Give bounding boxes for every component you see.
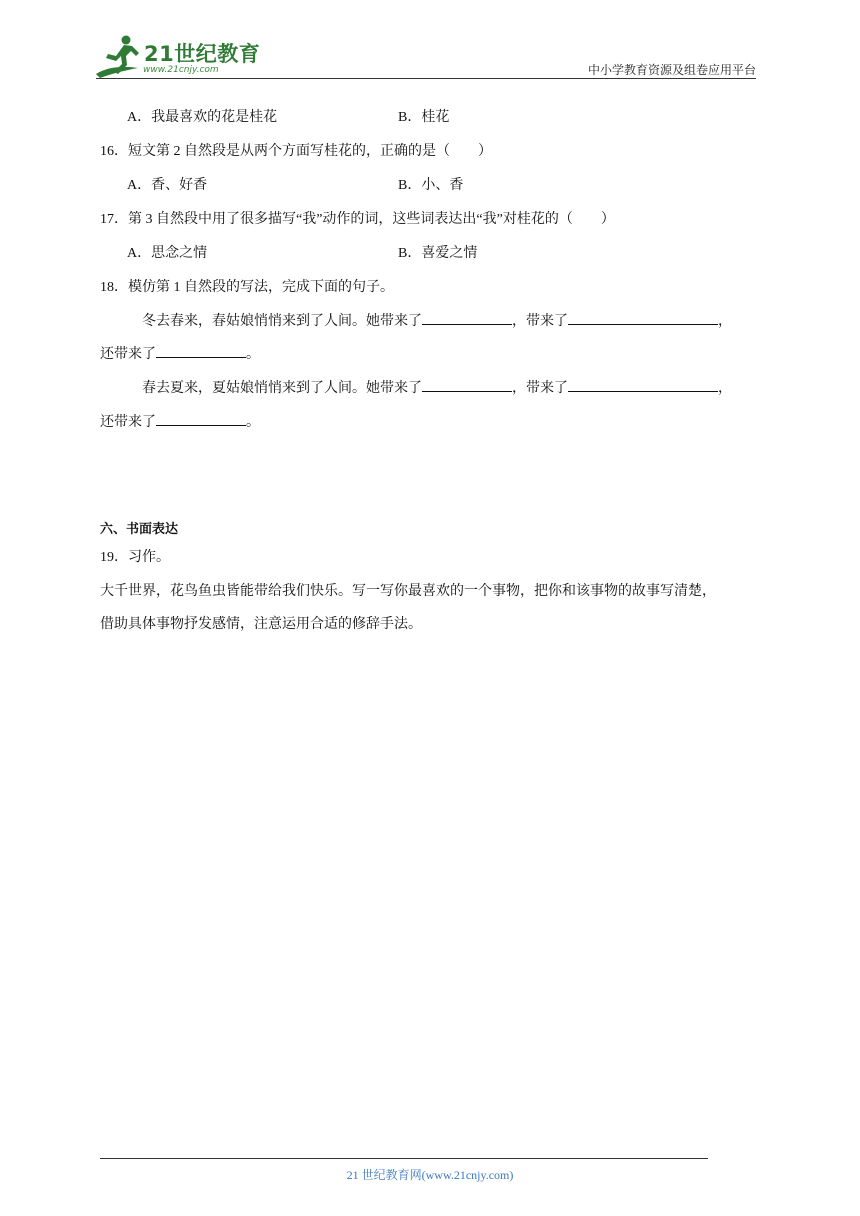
q16-option-a: A．香、好香 — [127, 178, 208, 193]
logo-url: www.21cnjy.com — [143, 65, 219, 75]
header-platform-name: 中小学教育资源及组卷应用平台 — [587, 63, 756, 77]
q19-stem: 19．习作。 — [100, 550, 170, 565]
fill-blank[interactable] — [156, 343, 246, 358]
q18-sentence-1-line2 — [100, 343, 260, 363]
sentence-text: ， — [718, 381, 732, 396]
fill-blank[interactable] — [568, 377, 718, 392]
fill-blank[interactable] — [568, 310, 718, 325]
q16-stem: 16．短文第 2 自然段是从两个方面写桂花的，正确的是（ ） — [100, 144, 492, 159]
q15-option-a: A．我最喜欢的花是桂花 — [127, 110, 278, 125]
sentence-text: 还带来了 — [100, 415, 156, 430]
q18-sentence-2-line2 — [100, 411, 260, 431]
sentence-text: 。 — [246, 347, 260, 362]
q19-prompt-line-2: 借助具体事物抒发感情，注意运用合适的修辞手法。 — [100, 617, 422, 632]
sentence-text: 冬去春来，春姑娘悄悄来到了人间。她带来了 — [142, 314, 422, 329]
fill-blank[interactable] — [422, 377, 512, 392]
sentence-text: ，带来了 — [512, 381, 568, 396]
fill-blank[interactable] — [422, 310, 512, 325]
q18-sentence-2 — [142, 377, 732, 397]
site-logo — [94, 34, 264, 78]
header-divider — [96, 78, 756, 79]
footer-divider — [100, 1158, 708, 1159]
q17-option-a: A．思念之情 — [127, 246, 208, 261]
sentence-text: 春去夏来，夏姑娘悄悄来到了人间。她带来了 — [142, 381, 422, 396]
fill-blank[interactable] — [156, 411, 246, 426]
q15-option-b: B．桂花 — [398, 110, 450, 125]
runner-logo-icon — [94, 34, 144, 78]
q18-sentence-1 — [142, 310, 732, 330]
footer-link[interactable]: 21 世纪教育网(www.21cnjy.com) — [346, 1168, 514, 1182]
sentence-text: 。 — [246, 415, 260, 430]
logo-wordmark: 21世纪教育 — [144, 42, 261, 66]
q16-option-b: B．小、香 — [398, 178, 464, 193]
q18-stem: 18．模仿第 1 自然段的写法，完成下面的句子。 — [100, 280, 394, 295]
section-title: 六、书面表达 — [100, 522, 179, 537]
q17-option-b: B．喜爱之情 — [398, 246, 478, 261]
sentence-text: ， — [718, 314, 732, 329]
q19-prompt-line-1: 大千世界，花鸟鱼虫皆能带给我们快乐。写一写你最喜欢的一个事物，把你和该事物的故事写清楚， — [100, 584, 716, 599]
q17-stem: 17．第 3 自然段中用了很多描写“我”动作的词，这些词表达出“我”对桂花的（ ） — [100, 212, 615, 227]
sentence-text: 还带来了 — [100, 347, 156, 362]
sentence-text: ，带来了 — [512, 314, 568, 329]
